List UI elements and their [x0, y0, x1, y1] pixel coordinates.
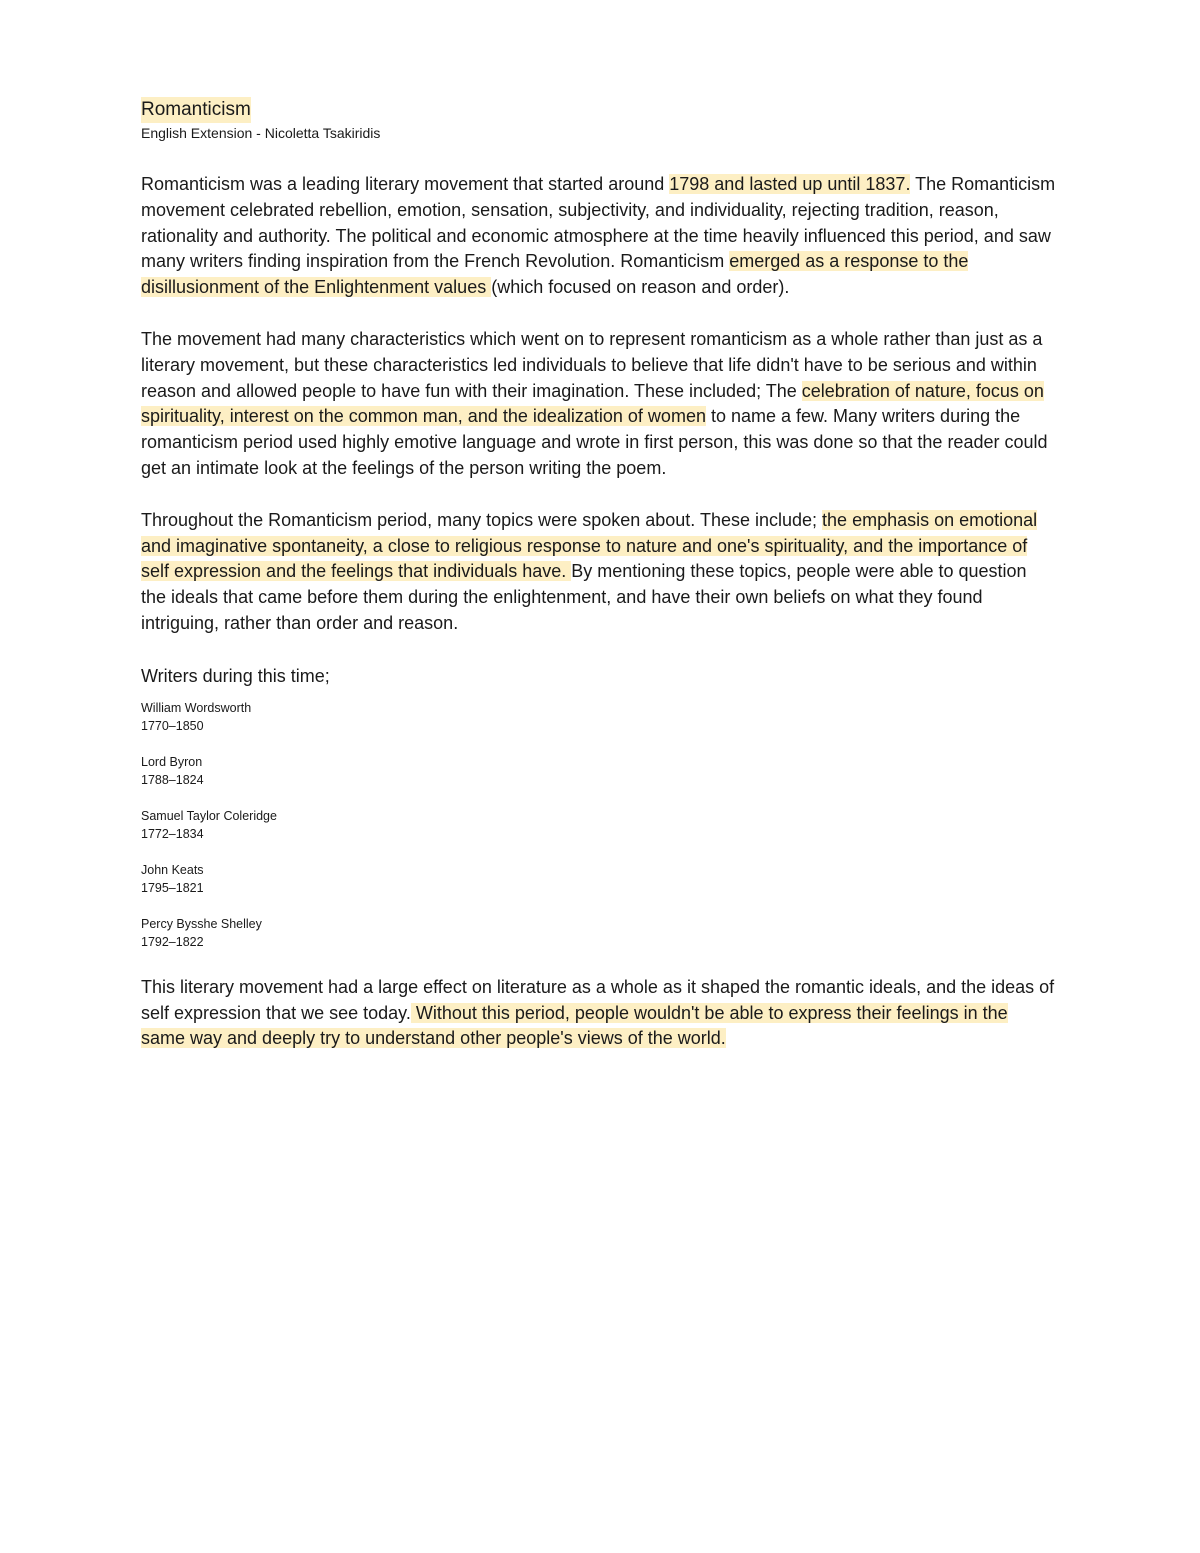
paragraph-intro	[141, 172, 1056, 301]
highlighted-text: 1798 and lasted up until 1837.	[669, 174, 911, 194]
text-run: The Romanticism movement celebrated rebellion, emotion, sensation, subjectivity, and individuality, rejecting tradition, reason, rationality and authority. The political and economic atmosphere at the time heavily influenced this period, and saw many writers finding inspiration from the French Revolution. Romanticism	[141, 174, 1056, 272]
highlighted-text: Without this period, people wouldn't be able to express their feelings in the same way and deeply try to understand other people's views of the world.	[141, 1002, 1008, 1049]
text-run: By mentioning these topics, people were able to question the ideals that came before them during the enlightenment, and have their own beliefs on what they found intriguing, rather than order and reason.	[141, 561, 1027, 633]
paragraph-topics	[141, 508, 1056, 637]
paragraph-characteristics	[141, 327, 1056, 482]
document-page	[141, 97, 1056, 1052]
writer-name: Samuel Taylor Coleridge	[141, 808, 277, 823]
writer-entry	[141, 915, 1056, 951]
writer-entry	[141, 753, 1056, 789]
writers-list	[141, 699, 1056, 951]
writer-years: 1792–1822	[141, 934, 204, 949]
highlighted-text: emerged as a response to the disillusionment of the Enlightenment values	[141, 251, 969, 298]
writer-years: 1795–1821	[141, 880, 204, 895]
text-run: Romanticism was a leading literary movement that started around	[141, 174, 670, 194]
highlighted-text: celebration of nature, focus on spirituality, interest on the common man, and the idealization of women	[141, 380, 1044, 427]
writer-name: Percy Bysshe Shelley	[141, 916, 262, 931]
text-run: (which focused on reason and order).	[491, 277, 790, 298]
writers-heading: Writers during this time;	[141, 665, 330, 686]
writer-years: 1770–1850	[141, 718, 204, 733]
text-run: to name a few. Many writers during the romanticism period used highly emotive language and wrote in first person, this was done so that the reader could get an intimate look at the feelings of the person writing the poem.	[141, 406, 1048, 478]
text-run: The movement had many characteristics which went on to represent romanticism as a whole rather than just as a literary movement, but these characteristics led individuals to believe that life didn't have to be serious and within reason and allowed people to have fun with their imagination. These included; The	[141, 328, 1043, 401]
highlighted-text: the emphasis on emotional and imaginative spontaneity, a close to religious response to nature and one's spirituality, and the importance of self expression and the feelings that individuals have.	[141, 509, 1038, 582]
document-title: Romanticism	[141, 97, 251, 123]
writer-years: 1788–1824	[141, 772, 204, 787]
writer-entry	[141, 807, 1056, 843]
writer-entry	[141, 699, 1056, 735]
document-header	[141, 97, 1056, 143]
writer-entry	[141, 861, 1056, 897]
document-subtitle: English Extension - Nicoletta Tsakiridis	[141, 125, 381, 141]
writer-name: William Wordsworth	[141, 700, 252, 715]
writer-name: John Keats	[141, 862, 204, 877]
text-run: This literary movement had a large effect on literature as a whole as it shaped the romantic ideals, and the ideas of self expression that we see today.	[141, 976, 1055, 1023]
writer-years: 1772–1834	[141, 826, 204, 841]
writer-name: Lord Byron	[141, 754, 203, 769]
text-run: Throughout the Romanticism period, many topics were spoken about. These include;	[141, 509, 823, 530]
paragraph-conclusion	[141, 975, 1056, 1052]
